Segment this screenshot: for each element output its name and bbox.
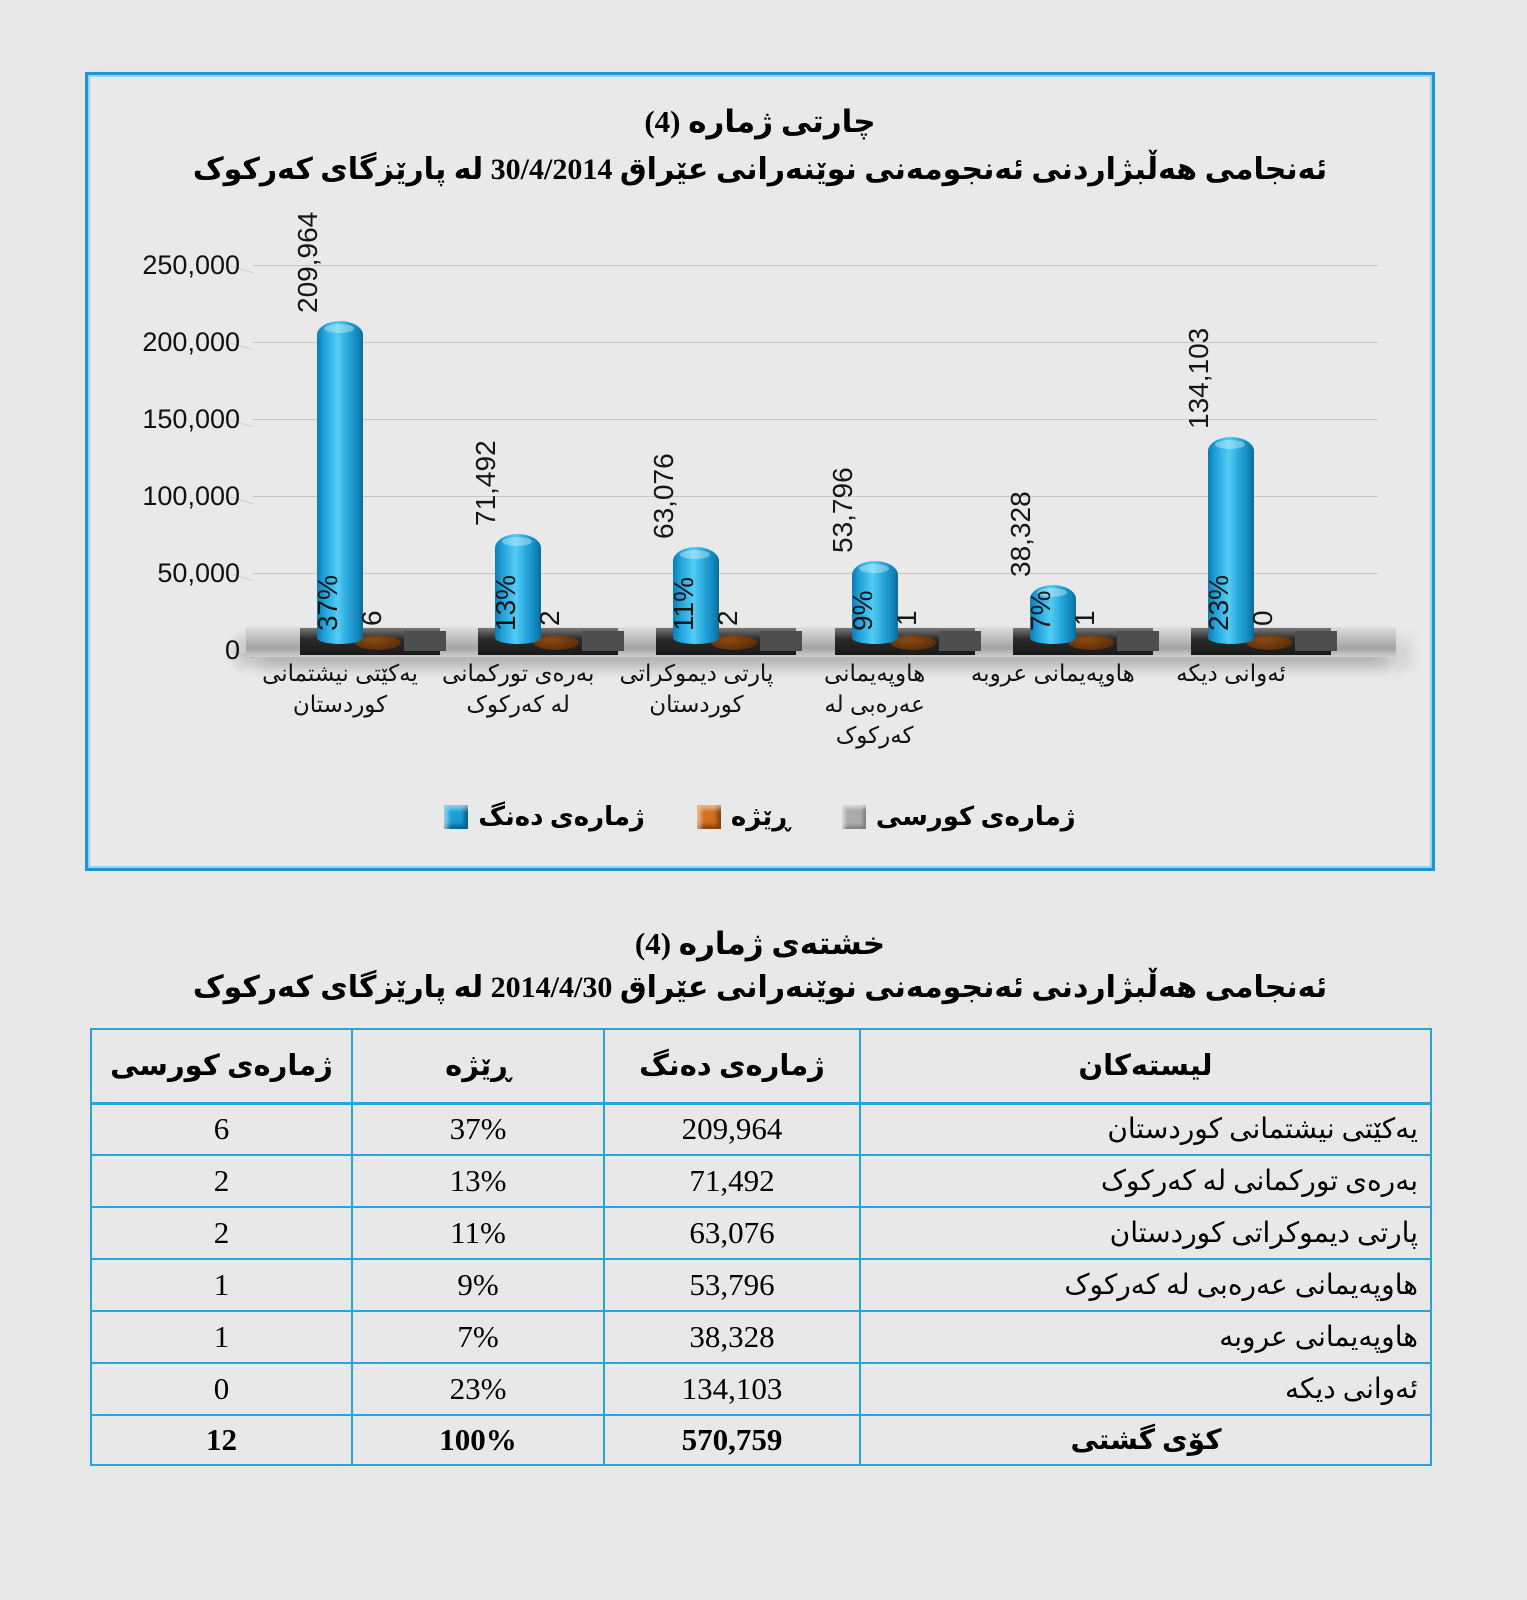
category-label: هاوپەیمانی عروبە: [970, 660, 1135, 686]
seats-cell: 0: [91, 1363, 352, 1415]
results-table: [90, 1028, 1432, 1466]
seat-label: 1: [1068, 610, 1100, 626]
list-name-cell: یەکێتی نیشتمانی کوردستان: [860, 1103, 1431, 1155]
seat-label: 2: [534, 610, 566, 626]
legend-label-seats: ژمارەی کورسی: [875, 802, 1076, 831]
seat-series-tile: [1295, 631, 1337, 651]
chart-panel: [85, 72, 1435, 871]
pct-cell: 100%: [352, 1415, 604, 1465]
y-tick-label: 250,000: [142, 250, 240, 280]
seats-swatch-icon: [842, 805, 866, 829]
list-name-cell: کۆی گشتی: [860, 1415, 1431, 1465]
header-votes: ژمارەی دەنگ: [604, 1029, 860, 1103]
pct-label: 13%: [490, 574, 522, 631]
table-row: [91, 1311, 1431, 1363]
table-row: [91, 1207, 1431, 1259]
y-tick-label: 150,000: [142, 404, 240, 434]
pct-label: 23%: [1203, 574, 1234, 631]
chart-plot-area: [88, 75, 1432, 868]
table-row: [91, 1155, 1431, 1207]
seats-cell: 2: [91, 1155, 352, 1207]
pct-label: 7%: [1024, 590, 1056, 631]
y-tick-label: 50,000: [157, 558, 240, 588]
legend-label-pct: ڕێژە: [730, 802, 790, 831]
table-subtitle: ئەنجامی هەڵبژاردنی ئەنجومەنی نوێنەرانی عێراق 2014/4/30 لە پارێزگای کەرکوک: [192, 971, 1328, 1004]
y-tick-label: 0: [224, 635, 240, 665]
seat-series-tile: [582, 631, 624, 651]
category-label: یەکێتی نیشتمانی کوردستان: [262, 660, 418, 717]
header-pct: ڕێژە: [352, 1029, 604, 1103]
votes-cell: 53,796: [604, 1259, 860, 1311]
table-title: خشتەی ژمارە (4): [634, 926, 886, 961]
gridline: [253, 265, 1378, 266]
category-label: پارتی دیموکراتی کوردستان: [619, 660, 774, 717]
vote-value-label: 71,492: [470, 440, 502, 526]
votes-swatch-icon: [444, 805, 468, 829]
y-tick-label: 200,000: [142, 327, 240, 357]
legend-item-seats: [842, 802, 1076, 832]
seat-series-tile: [939, 631, 981, 651]
chart-subtitle: ئەنجامی هەڵبژاردنی ئەنجومەنی نوێنەرانی عێراق 30/4/2014 لە پارێزگای کەرکوک: [192, 153, 1328, 186]
pct-cell: 9%: [352, 1259, 604, 1311]
seats-cell: 1: [91, 1259, 352, 1311]
pct-cell: 37%: [352, 1103, 604, 1155]
pct-cell: 7%: [352, 1311, 604, 1363]
seats-cell: 6: [91, 1103, 352, 1155]
legend-item-pct: [697, 802, 790, 832]
seats-cell: 12: [91, 1415, 352, 1465]
list-name-cell: پارتی دیموکراتی کوردستان: [860, 1207, 1431, 1259]
vote-value-label: 134,103: [1183, 327, 1214, 429]
seat-label: 2: [712, 610, 744, 626]
pct-cell: 23%: [352, 1363, 604, 1415]
legend-label-votes: ژمارەی دەنگ: [478, 802, 645, 831]
table-row: [91, 1259, 1431, 1311]
votes-cell: 63,076: [604, 1207, 860, 1259]
list-name-cell: هاوپەیمانی عەرەبی لە کەرکوک: [860, 1259, 1431, 1311]
category-label: بەرەی تورکمانی لە کەرکوک: [441, 660, 595, 717]
seat-label: 0: [1247, 610, 1278, 626]
seat-series-tile: [1117, 631, 1159, 651]
list-name-cell: بەرەی تورکمانی لە کەرکوک: [860, 1155, 1431, 1207]
pct-label: 11%: [668, 577, 700, 631]
list-name-cell: ئەوانی دیکە: [860, 1363, 1431, 1415]
pct-cell: 13%: [352, 1155, 604, 1207]
table-row: [91, 1103, 1431, 1155]
votes-cell: 570,759: [604, 1415, 860, 1465]
table-total-row: [91, 1415, 1431, 1465]
chart-legend: [88, 797, 1432, 837]
vote-value-label: 209,964: [292, 211, 323, 313]
seat-series-tile: [404, 631, 446, 651]
pct-cell: 11%: [352, 1207, 604, 1259]
table-header-row: [91, 1029, 1431, 1103]
pct-label: 37%: [312, 574, 343, 631]
pct-label: 9%: [846, 590, 878, 631]
vote-value-label: 63,076: [648, 453, 680, 539]
header-lists: لیستەکان: [860, 1029, 1431, 1103]
vote-value-label: 53,796: [826, 467, 858, 553]
seats-cell: 2: [91, 1207, 352, 1259]
seat-series-tile: [760, 631, 802, 651]
legend-item-votes: [444, 802, 645, 832]
votes-cell: 71,492: [604, 1155, 860, 1207]
pct-swatch-icon: [697, 805, 721, 829]
seats-cell: 1: [91, 1311, 352, 1363]
votes-cell: 209,964: [604, 1103, 860, 1155]
vote-value-label: 38,328: [1004, 491, 1036, 577]
seat-label: 6: [356, 610, 387, 626]
category-label: ئەوانی دیکە: [1176, 660, 1286, 686]
chart-title: چارتی ژمارە (4): [644, 104, 876, 139]
seat-label: 1: [890, 610, 922, 626]
table-row: [91, 1363, 1431, 1415]
category-label: هاوپەیمانی عەرەبی لە کەرکوک: [823, 660, 926, 748]
list-name-cell: هاوپەیمانی عروبە: [860, 1311, 1431, 1363]
y-tick-label: 100,000: [142, 481, 240, 511]
votes-cell: 38,328: [604, 1311, 860, 1363]
votes-cell: 134,103: [604, 1363, 860, 1415]
header-seats: ژمارەی کورسی: [91, 1029, 352, 1103]
